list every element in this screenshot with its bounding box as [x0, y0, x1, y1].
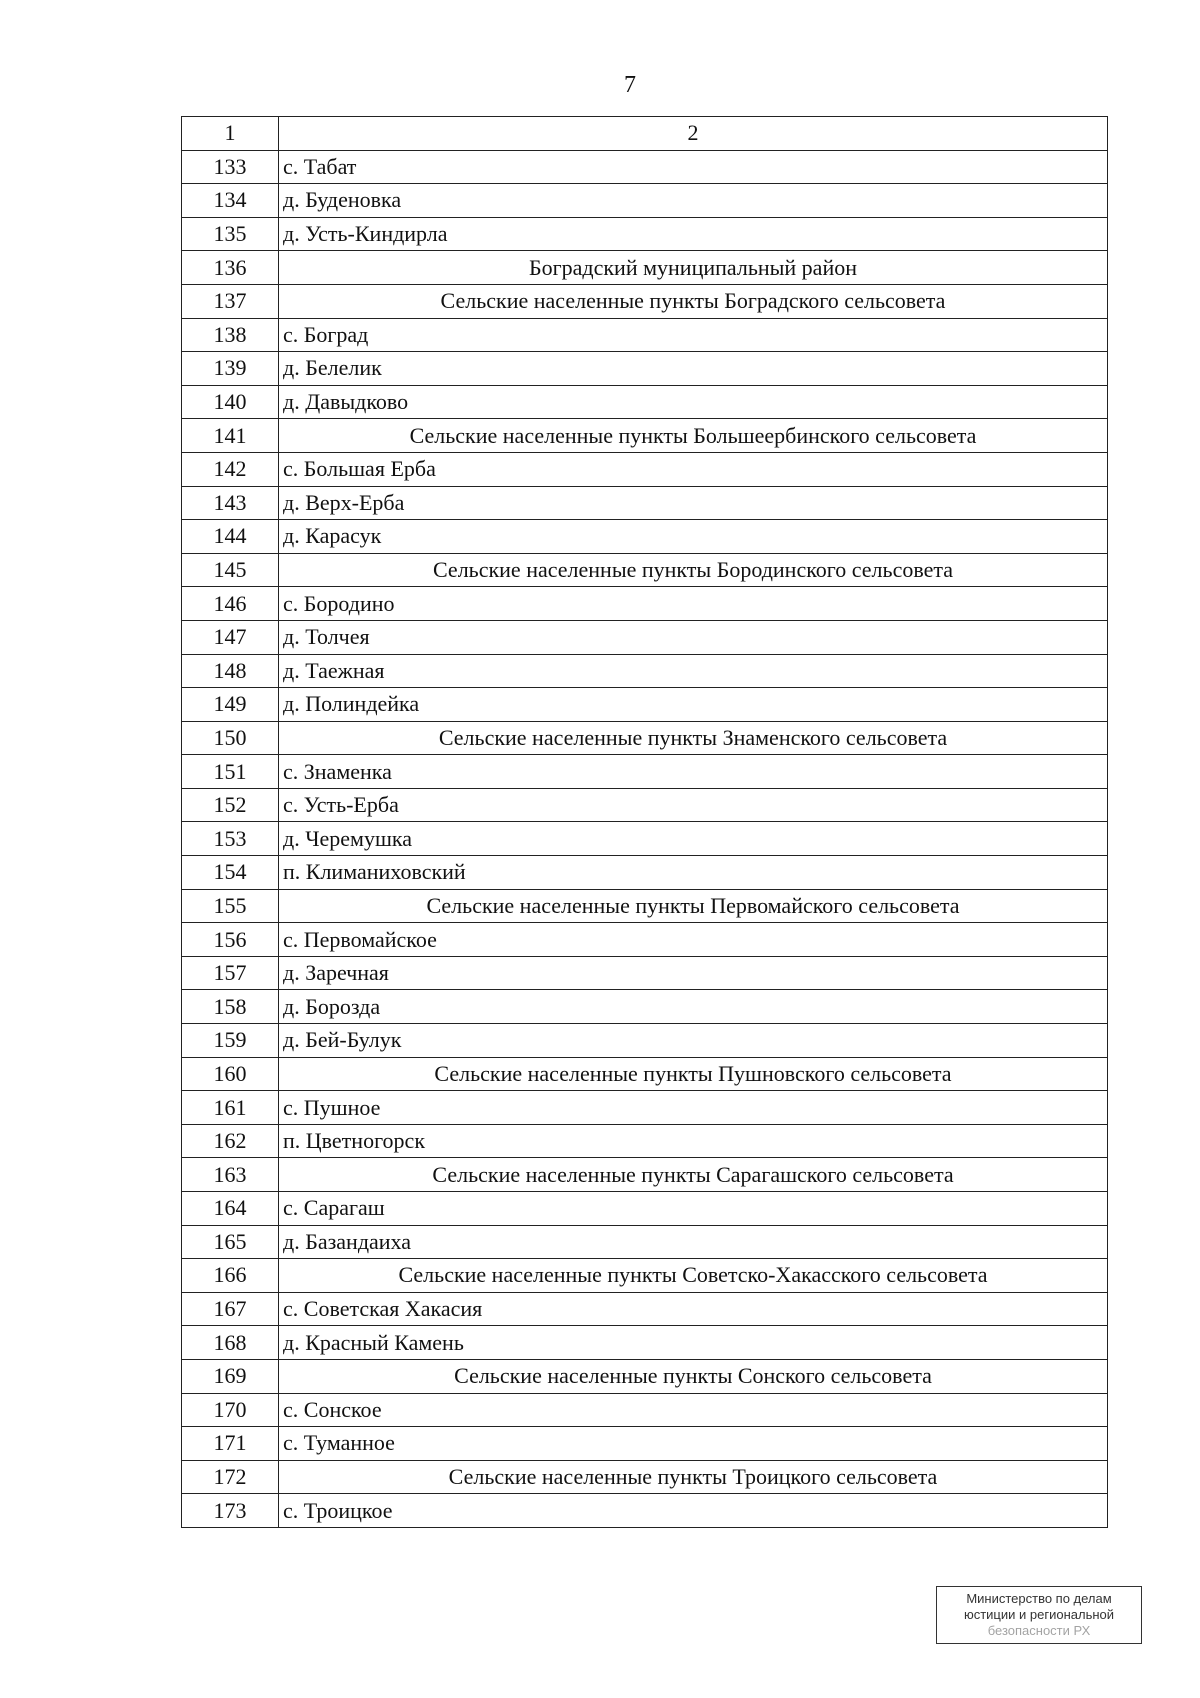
row-number: 146 [182, 587, 279, 621]
settlement-name: с. Знаменка [279, 755, 1108, 789]
table-row [182, 1292, 1108, 1326]
row-number: 148 [182, 654, 279, 688]
row-number: 169 [182, 1359, 279, 1393]
table-row [182, 654, 1108, 688]
row-number: 161 [182, 1091, 279, 1125]
row-number: 160 [182, 1057, 279, 1091]
table-row [182, 1494, 1108, 1528]
settlement-name: д. Карасук [279, 520, 1108, 554]
section-heading: Сельские населенные пункты Большеербинского сельсовета [279, 419, 1108, 453]
settlement-name: с. Туманное [279, 1427, 1108, 1461]
row-number: 141 [182, 419, 279, 453]
settlement-name: с. Троицкое [279, 1494, 1108, 1528]
row-number: 143 [182, 486, 279, 520]
table-row [182, 150, 1108, 184]
section-heading: Боградский муниципальный район [279, 251, 1108, 285]
table-row [182, 1024, 1108, 1058]
settlement-name: с. Первомайское [279, 923, 1108, 957]
table-section-row [182, 1259, 1108, 1293]
row-number: 135 [182, 217, 279, 251]
table-row [182, 822, 1108, 856]
row-number: 171 [182, 1427, 279, 1461]
row-number: 133 [182, 150, 279, 184]
row-number: 156 [182, 923, 279, 957]
table-row [182, 1225, 1108, 1259]
table-section-row [182, 1057, 1108, 1091]
row-number: 147 [182, 620, 279, 654]
settlement-name: с. Усть-Ерба [279, 788, 1108, 822]
row-number: 149 [182, 688, 279, 722]
table-row [182, 486, 1108, 520]
table-row [182, 788, 1108, 822]
row-number: 165 [182, 1225, 279, 1259]
table-row [182, 1091, 1108, 1125]
settlement-name: д. Буденовка [279, 184, 1108, 218]
table-body [182, 150, 1108, 1527]
table-section-row [182, 419, 1108, 453]
row-number: 136 [182, 251, 279, 285]
row-number: 137 [182, 284, 279, 318]
table-section-row [182, 251, 1108, 285]
table-row [182, 1393, 1108, 1427]
section-heading: Сельские населенные пункты Сонского сельсовета [279, 1359, 1108, 1393]
table-row [182, 452, 1108, 486]
table-section-row [182, 1158, 1108, 1192]
row-number: 154 [182, 856, 279, 890]
row-number: 155 [182, 889, 279, 923]
table-row [182, 956, 1108, 990]
row-number: 166 [182, 1259, 279, 1293]
settlements-table [181, 116, 1108, 1528]
settlement-name: п. Климаниховский [279, 856, 1108, 890]
table-row [182, 990, 1108, 1024]
table-section-row [182, 284, 1108, 318]
row-number: 145 [182, 553, 279, 587]
settlement-name: д. Белелик [279, 352, 1108, 386]
column-header-number: 1 [182, 117, 279, 151]
row-number: 153 [182, 822, 279, 856]
settlement-name: д. Борозда [279, 990, 1108, 1024]
section-heading: Сельские населенные пункты Боградского сельсовета [279, 284, 1108, 318]
table-row [182, 318, 1108, 352]
section-heading: Сельские населенные пункты Бородинского сельсовета [279, 553, 1108, 587]
settlement-name: с. Советская Хакасия [279, 1292, 1108, 1326]
settlement-name: д. Заречная [279, 956, 1108, 990]
row-number: 152 [182, 788, 279, 822]
row-number: 144 [182, 520, 279, 554]
table-row [182, 856, 1108, 890]
table-row [182, 1124, 1108, 1158]
row-number: 151 [182, 755, 279, 789]
table-row [182, 520, 1108, 554]
table-section-row [182, 1460, 1108, 1494]
table-row [182, 587, 1108, 621]
settlement-name: с. Боград [279, 318, 1108, 352]
row-number: 163 [182, 1158, 279, 1192]
section-heading: Сельские населенные пункты Пушновского сельсовета [279, 1057, 1108, 1091]
table-row [182, 1192, 1108, 1226]
table-row [182, 923, 1108, 957]
stamp-line-2: юстиции и региональной [963, 1607, 1115, 1622]
settlement-name: п. Цветногорск [279, 1124, 1108, 1158]
settlement-name: с. Пушное [279, 1091, 1108, 1125]
row-number: 162 [182, 1124, 279, 1158]
row-number: 150 [182, 721, 279, 755]
row-number: 173 [182, 1494, 279, 1528]
settlement-name: д. Полиндейка [279, 688, 1108, 722]
table-row [182, 620, 1108, 654]
table-row [182, 688, 1108, 722]
settlement-name: д. Базандаиха [279, 1225, 1108, 1259]
table-section-row [182, 721, 1108, 755]
stamp-line-3: безопасности РХ [987, 1623, 1091, 1638]
table-row [182, 184, 1108, 218]
settlement-name: д. Таежная [279, 654, 1108, 688]
page-number: 7 [624, 72, 636, 98]
settlement-name: с. Большая Ерба [279, 452, 1108, 486]
stamp-line-1: Министерство по делам [966, 1591, 1112, 1606]
row-number: 140 [182, 385, 279, 419]
row-number: 167 [182, 1292, 279, 1326]
row-number: 164 [182, 1192, 279, 1226]
table-header-row [182, 117, 1108, 151]
settlement-name: с. Бородино [279, 587, 1108, 621]
row-number: 170 [182, 1393, 279, 1427]
table-section-row [182, 889, 1108, 923]
row-number: 159 [182, 1024, 279, 1058]
table-row [182, 1326, 1108, 1360]
settlement-name: д. Красный Камень [279, 1326, 1108, 1360]
section-heading: Сельские населенные пункты Сарагашского сельсовета [279, 1158, 1108, 1192]
settlement-name: д. Верх-Ерба [279, 486, 1108, 520]
table-section-row [182, 553, 1108, 587]
section-heading: Сельские населенные пункты Знаменского сельсовета [279, 721, 1108, 755]
settlement-name: д. Бей-Булук [279, 1024, 1108, 1058]
settlement-name: д. Черемушка [279, 822, 1108, 856]
row-number: 172 [182, 1460, 279, 1494]
settlement-name: с. Сонское [279, 1393, 1108, 1427]
settlement-name: д. Толчея [279, 620, 1108, 654]
settlement-name: с. Табат [279, 150, 1108, 184]
ministry-stamp [936, 1586, 1142, 1644]
table-row [182, 217, 1108, 251]
row-number: 142 [182, 452, 279, 486]
settlement-name: д. Давыдково [279, 385, 1108, 419]
section-heading: Сельские населенные пункты Первомайского сельсовета [279, 889, 1108, 923]
settlement-name: с. Сарагаш [279, 1192, 1108, 1226]
row-number: 168 [182, 1326, 279, 1360]
section-heading: Сельские населенные пункты Троицкого сельсовета [279, 1460, 1108, 1494]
table-row [182, 755, 1108, 789]
row-number: 139 [182, 352, 279, 386]
section-heading: Сельские населенные пункты Советско-Хакасского сельсовета [279, 1259, 1108, 1293]
table-row [182, 1427, 1108, 1461]
table-row [182, 385, 1108, 419]
settlements-table-container [181, 116, 1107, 1528]
row-number: 158 [182, 990, 279, 1024]
settlement-name: д. Усть-Киндирла [279, 217, 1108, 251]
table-row [182, 352, 1108, 386]
row-number: 134 [182, 184, 279, 218]
column-header-name: 2 [279, 117, 1108, 151]
row-number: 138 [182, 318, 279, 352]
row-number: 157 [182, 956, 279, 990]
table-section-row [182, 1359, 1108, 1393]
